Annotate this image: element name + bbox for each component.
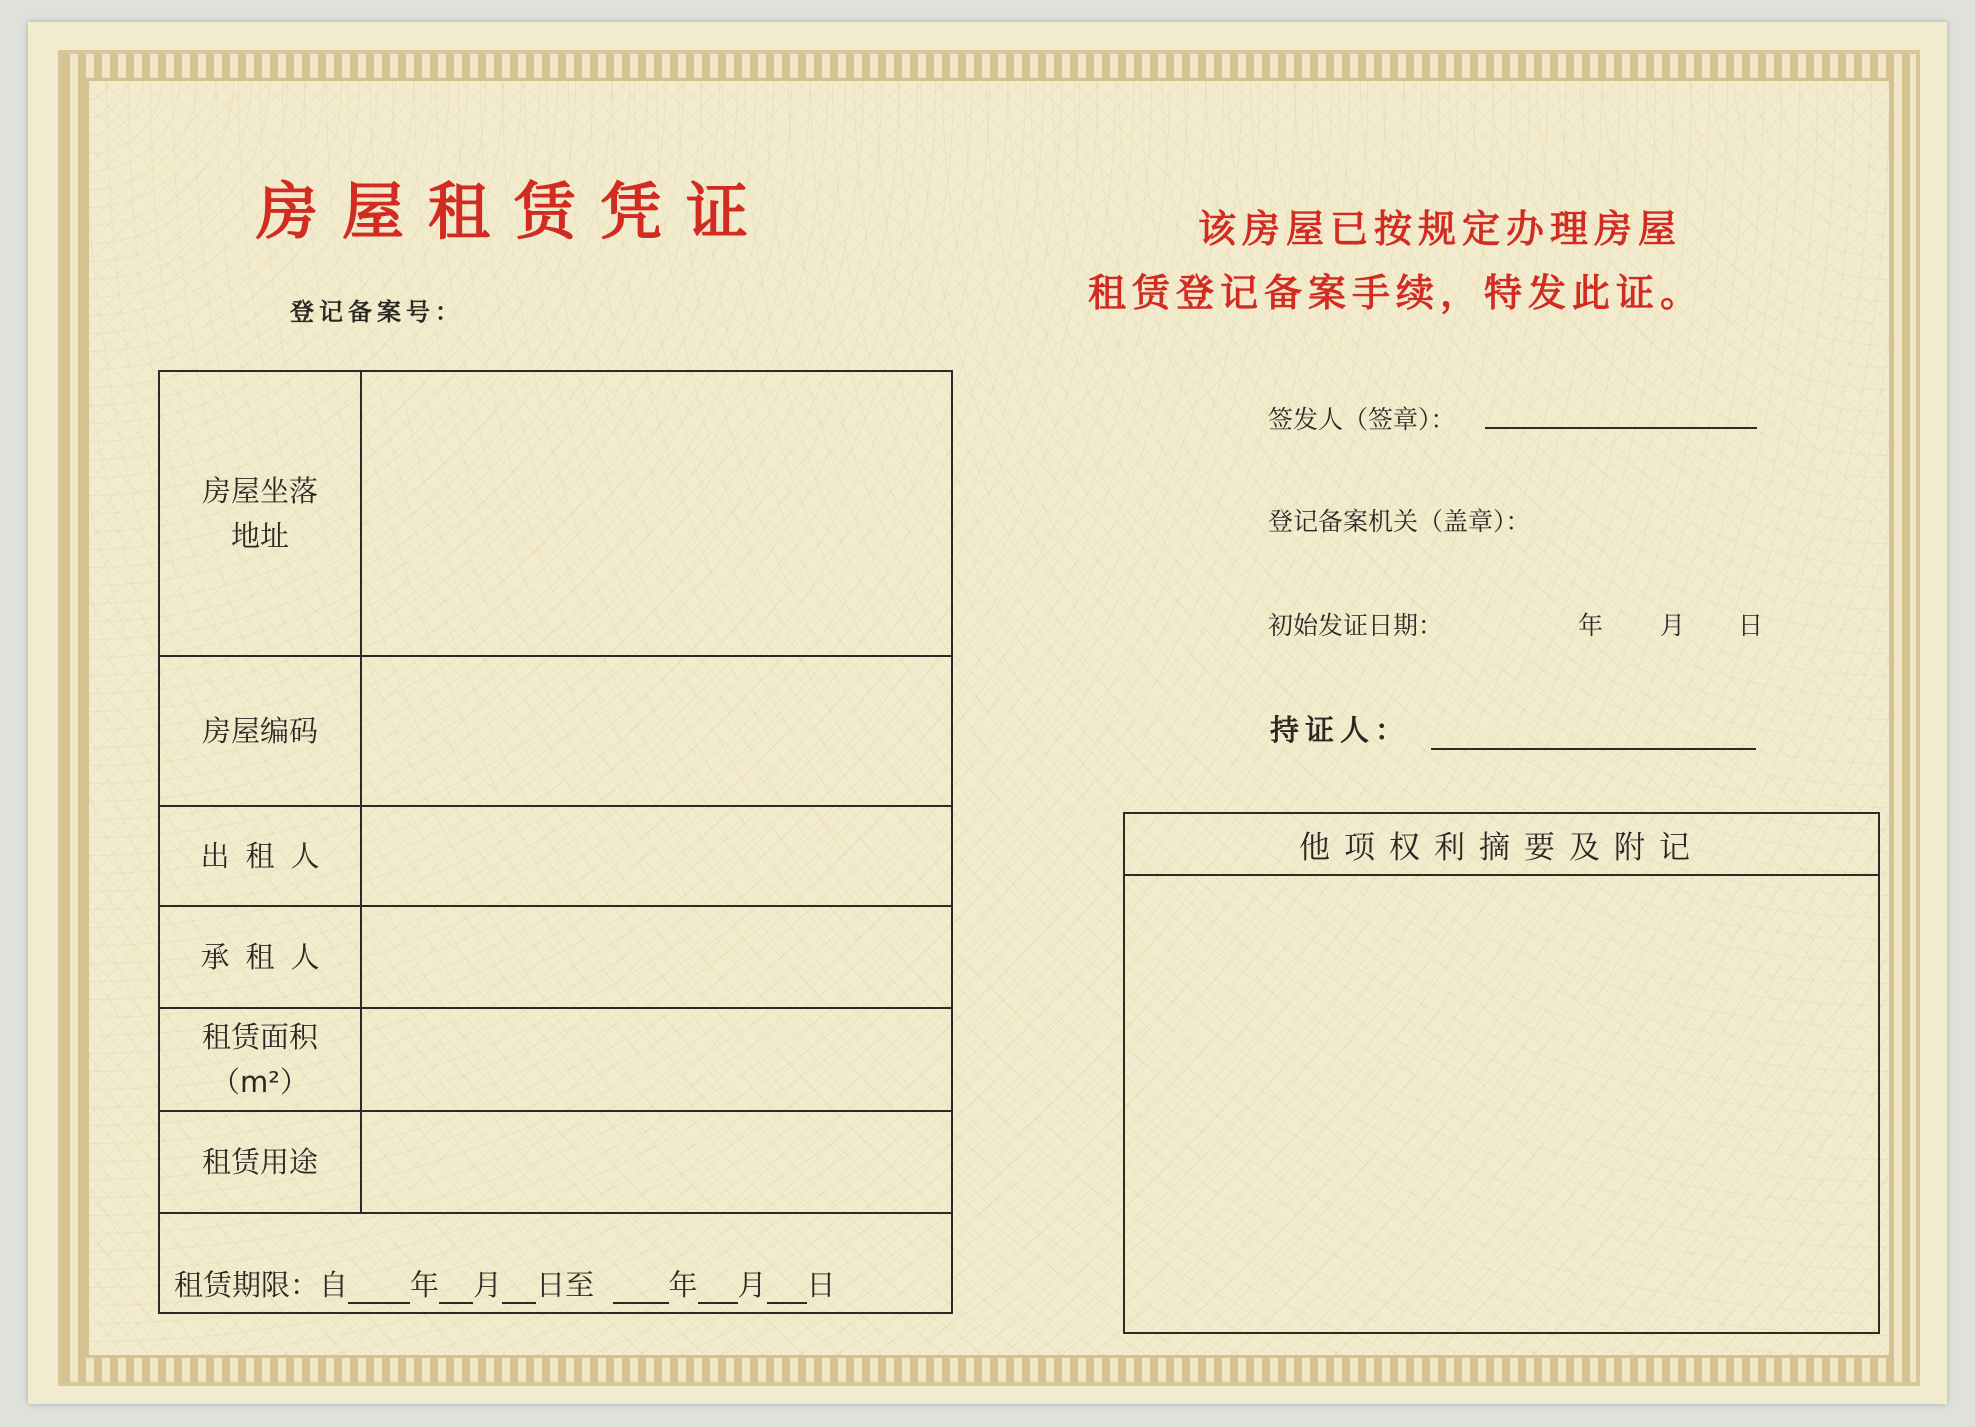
lessor-label-text: 出租人	[200, 838, 336, 873]
area-field[interactable]	[362, 1009, 951, 1110]
house-code-label-text: 房屋编码	[201, 713, 318, 748]
address-label-line2: 地址	[230, 518, 289, 553]
statement-line-2: 租赁登记备案手续，特发此证。	[1088, 270, 1705, 315]
end-year-blank[interactable]	[613, 1272, 669, 1304]
certificate-title: 房屋租赁凭证	[256, 175, 773, 248]
lessor-field[interactable]	[362, 807, 951, 905]
registration-number-label: 登记备案号：	[290, 297, 464, 326]
usage-label-text: 租赁用途	[201, 1144, 318, 1179]
area-label-line1: 租赁面积	[201, 1019, 318, 1054]
annotation-title: 他项权利摘要及附记	[1125, 814, 1878, 876]
area-label-unit: （m²）	[211, 1064, 309, 1099]
table-row-area	[160, 1009, 951, 1112]
table-row-period	[160, 1214, 951, 1314]
period-day-to-text: 日至	[536, 1268, 595, 1302]
statement-line-1: 该房屋已按规定办理房屋	[1198, 206, 1683, 251]
address-field[interactable]	[362, 372, 951, 655]
house-code-field[interactable]	[362, 657, 951, 805]
address-label	[160, 372, 362, 655]
certificate-sheet	[28, 22, 1947, 1404]
period-end-month-text: 月	[737, 1268, 767, 1302]
period-end-year-text: 年	[668, 1268, 698, 1302]
issuer-label: 签发人（签章）：	[1268, 405, 1456, 434]
table-row-usage	[160, 1112, 951, 1214]
table-row-lessor	[160, 807, 951, 907]
period-end-day-text: 日	[806, 1268, 836, 1302]
rental-info-table	[158, 370, 953, 1314]
table-row-lessee	[160, 907, 951, 1009]
lessee-label	[160, 907, 362, 1007]
house-code-label	[160, 657, 362, 805]
lessee-label-text: 承租人	[200, 939, 336, 974]
usage-field[interactable]	[362, 1112, 951, 1212]
rental-period	[174, 1263, 836, 1304]
issue-date-month: 月	[1660, 611, 1686, 640]
agency-label: 登记备案机关（盖章）：	[1268, 507, 1531, 536]
start-year-blank[interactable]	[348, 1272, 410, 1304]
annotation-box	[1123, 812, 1880, 1334]
end-day-blank[interactable]	[767, 1272, 807, 1304]
issuer-signature-line[interactable]	[1485, 427, 1757, 429]
period-label: 租赁期限：	[174, 1268, 320, 1302]
holder-signature-line[interactable]	[1431, 748, 1756, 750]
holder-label: 持证人：	[1270, 713, 1411, 747]
issue-date-day: 日	[1738, 611, 1764, 640]
address-label-line1: 房屋坐落	[201, 473, 318, 508]
period-month-text: 月	[473, 1268, 503, 1302]
lessee-field[interactable]	[362, 907, 951, 1007]
issue-date-year: 年	[1578, 611, 1604, 640]
lessor-label	[160, 807, 362, 905]
start-month-blank[interactable]	[439, 1272, 473, 1304]
period-from-text: 自	[319, 1268, 349, 1302]
end-month-blank[interactable]	[698, 1272, 738, 1304]
period-year-text: 年	[410, 1268, 440, 1302]
area-label	[160, 1009, 362, 1110]
issue-date-label: 初始发证日期：	[1268, 611, 1444, 640]
start-day-blank[interactable]	[502, 1272, 536, 1304]
table-row-house-code	[160, 657, 951, 807]
annotation-field[interactable]	[1125, 876, 1878, 1332]
table-row-address	[160, 372, 951, 657]
usage-label	[160, 1112, 362, 1212]
